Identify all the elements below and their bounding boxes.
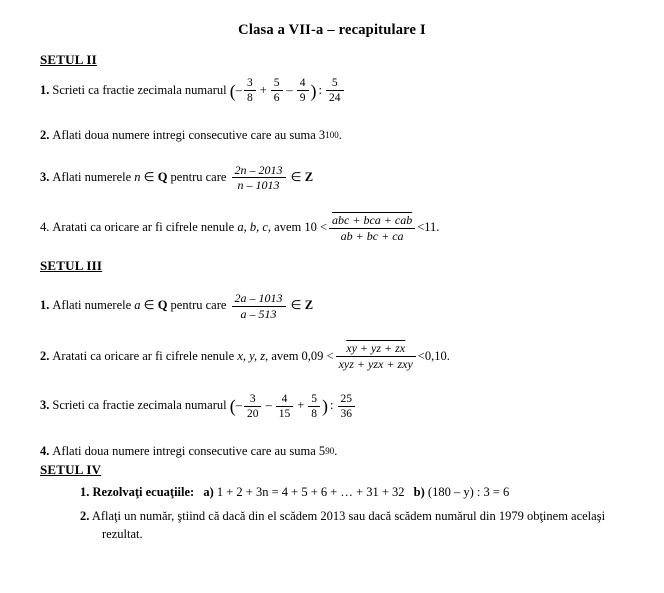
problem-ii-1 [40,77,664,104]
section-heading-setul-iv: SETUL IV [40,462,102,478]
problem-number: 1. [40,82,50,97]
page-title: Clasa a VII-a – recapitulare I [238,22,426,38]
period: . [338,128,342,143]
numerator: 4 [299,77,306,89]
label-a: a) [203,485,214,500]
problem-iv-2 [40,508,664,543]
set-q: Q [157,170,168,185]
math-expression [227,77,346,104]
problem-text-b: rezultat. [102,526,143,541]
operator-divide: : [318,82,323,97]
set-z: Z [304,298,314,313]
problem-text: Aflati doua numere intregi consecutive care au suma 3 [52,128,326,143]
numerator: 2a – 1013 [234,291,283,306]
variables: x, y, z, [237,348,269,363]
problem-iii-1 [40,292,664,320]
numerator: 25 [340,392,353,405]
fraction-bar [276,406,294,407]
problem-number: 4. [40,443,50,458]
membership-symbol: ∈ [140,170,158,185]
problem-ii-2 [40,128,664,144]
operator-divide: : [330,398,334,413]
operator-minus: – [265,398,272,413]
fraction-4 [326,77,344,104]
problem-text-c: <0,10. [417,348,450,363]
fraction-bar [244,406,262,407]
numerator: 5 [331,77,338,89]
problem-text-c: <11. [417,220,440,235]
problem-text-a: Aflati numerele [52,298,135,313]
open-paren: ( [229,396,236,417]
fraction-1 [244,393,262,420]
problem-ii-3 [40,164,664,192]
problem-text-a: Aratati ca oricare ar fi cifrele nenule [52,220,238,235]
fraction [329,214,415,242]
problem-text-b: avem 10 < [271,220,328,235]
fraction [232,292,286,320]
operator-plus: + [259,82,267,97]
problem-text-a: Aflati numerele [52,170,135,185]
sign-minus: – [235,398,242,413]
math-fraction [334,342,418,370]
problem-text-c: pentru care [167,170,230,185]
label-b: b) [413,485,425,500]
fraction-bar [271,90,283,91]
math-fraction [230,164,288,192]
document-page [0,22,664,593]
fraction-1 [244,77,256,104]
math-expression [227,393,357,420]
section-heading-setul-ii: SETUL II [40,52,97,67]
denominator: 8 [311,407,318,420]
membership-symbol: ∈ [140,298,158,313]
close-paren: ) [310,80,317,101]
membership-symbol-2: ∈ [287,298,305,313]
numerator: 3 [246,77,253,89]
set-z: Z [304,170,314,185]
denominator: 20 [246,407,259,420]
denominator: 24 [329,92,341,105]
sign-minus: – [235,82,242,97]
problem-number: 2. [40,348,50,363]
numerator: 5 [311,392,318,405]
math-fraction [327,214,417,242]
numerator: 5 [273,77,280,89]
operator-plus: + [297,398,305,413]
problem-ii-4 [40,214,664,242]
problem-iii-4 [40,444,664,460]
open-paren: ( [229,80,236,101]
operator-minus: – [286,82,293,97]
fraction-3 [308,393,320,420]
problem-text: Aflati doua numere intregi consecutive care au suma 5 [52,443,326,458]
denominator: 6 [273,92,280,105]
period: . [334,443,338,458]
problem-number: 3. [40,398,50,413]
problem-text-a: Aratati ca oricare ar fi cifrele nenule [52,348,238,363]
denominator: 36 [340,407,353,420]
denominator: 15 [278,407,291,420]
denominator: a – 513 [240,306,277,321]
problem-iii-3 [40,393,664,420]
problem-number: 3. [40,170,50,185]
denominator: 9 [299,92,306,105]
problem-text: Scrieti ca fractie zecimala numarul [52,82,227,97]
fraction-2 [271,77,283,104]
numerator: 2n – 2013 [234,162,283,177]
fraction-bar [326,90,344,91]
problem-text-c: pentru care [167,298,230,313]
variable-a: a [134,298,141,313]
numerator: 4 [281,392,288,405]
variable-n: n [134,170,141,185]
equation-a: 1 + 2 + 3n = 4 + 5 + 6 + … + 31 + 32 [216,485,405,500]
fraction [336,342,416,370]
problem-text-a: Rezolvaţi ecuaţiile: [92,485,195,500]
problem-text-a: Aflaţi un număr, ştiind că dacă din el scădem 2013 sau dacă scădem numărul din 1979 obţinem acelaşi [91,508,606,523]
variables: a, b, c, [237,220,272,235]
problem-number: 2. [40,128,50,143]
membership-symbol-2: ∈ [287,170,305,185]
fraction-2 [276,393,294,420]
fraction-bar [244,90,256,91]
denominator: ab + bc + ca [340,228,404,243]
denominator: n – 1013 [237,178,280,193]
problem-number: 4. [40,220,50,235]
numerator: 3 [249,392,256,405]
fraction-4 [338,393,356,420]
numerator: abc + bca + cab [332,212,413,227]
exponent: 90 [325,445,335,456]
problem-text-b: avem 0,09 < [268,348,334,363]
denominator: xyz + yzx + zxy [338,356,413,371]
set-q: Q [157,298,168,313]
problem-number: 1. [80,485,90,500]
numerator: xy + yz + zx [346,341,406,356]
denominator: 8 [246,92,253,105]
fraction-bar [338,406,356,407]
fraction-bar [308,406,320,407]
fraction-bar [297,90,309,91]
exponent: 100 [325,130,339,141]
equation-b: (180 – y) : 3 = 6 [427,485,510,500]
math-fraction [230,292,288,320]
problem-iii-2 [40,342,664,370]
fraction-3 [297,77,309,104]
problem-text: Scrieti ca fractie zecimala numarul [52,398,227,413]
section-heading-setul-iii: SETUL III [40,258,103,274]
fraction [232,164,286,192]
problem-iv-1 [40,484,664,500]
close-paren: ) [322,396,329,417]
problem-number: 2. [80,508,90,523]
problem-number: 1. [40,298,50,313]
